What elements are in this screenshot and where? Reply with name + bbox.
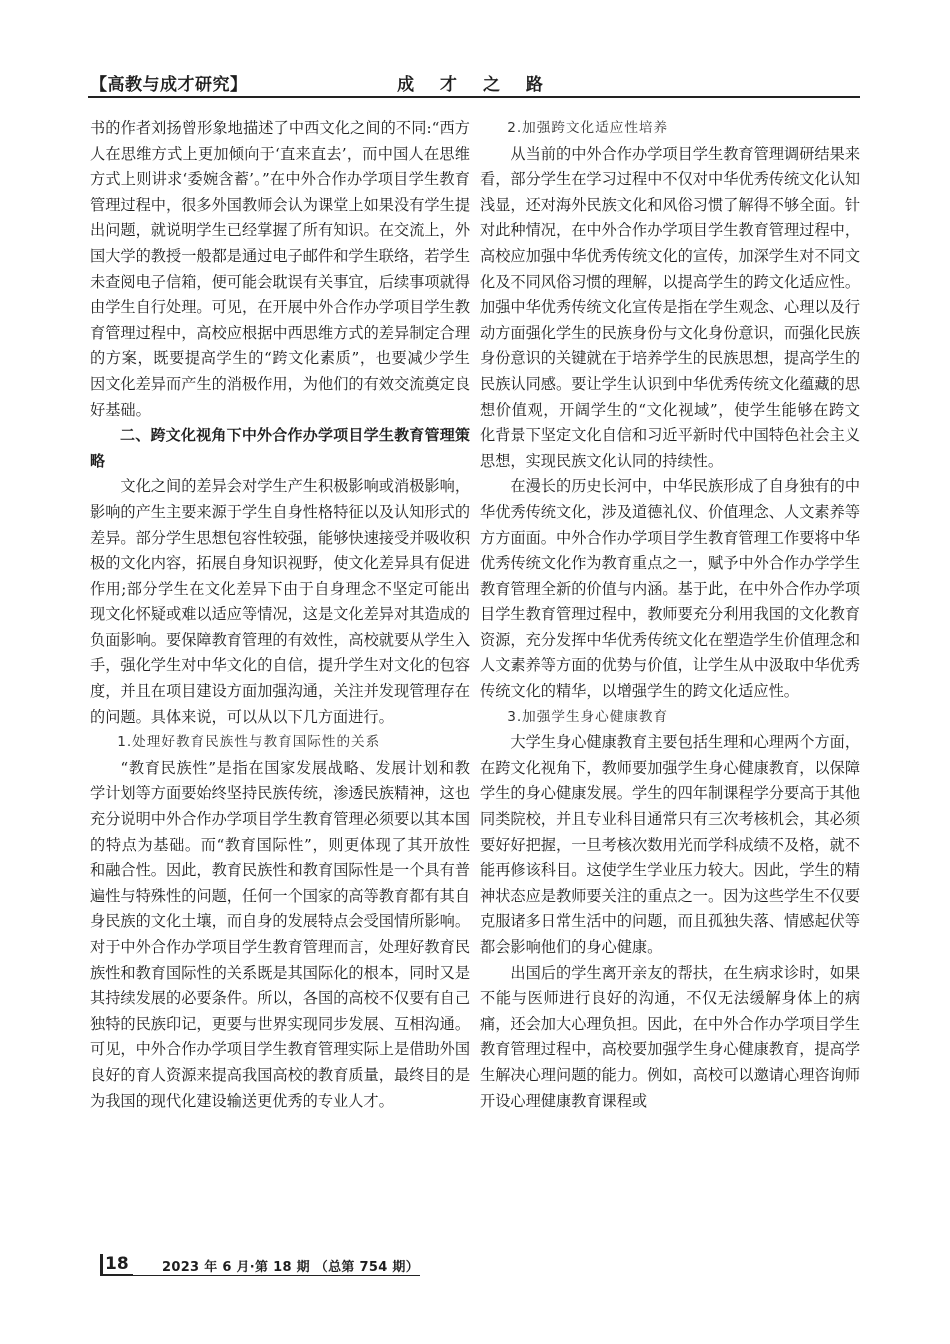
paragraph: 从当前的中外合作办学项目学生教育管理调研结果来看，部分学生在学习过程中不仅对中华优秀传统文化认知浅显，还对海外民族文化和风俗习惯了解得不够全面。针对此种情况，在中外合作办学项目学生教育管理过程中，高校应加强中华优秀传统文化的宣传，加深学生对不同文化及不同风俗习惯的理解，以提高学生的跨文化适应性。加强中华优秀传统文化宣传是指在学生观念、心理以及行动方面强化学生的民族身份与文化身份意识，而强化民族身份意识的关键就在于培养学生的民族思想，提高学生的民族认同感。要让学生认识到中华优秀传统文化蕴藏的思想价值观，开阔学生的“文化视域”，使学生能够在跨文化背景下坚定文化自信和习近平新时代中国特色社会主义思想，实现民族文化认同的持续性。 [480,144,860,470]
header-divider [88,96,860,98]
issue-info: 2023 年 6 月·第 18 期 （总第 754 期） [162,1260,419,1275]
paragraph: 文化之间的差异会对学生产生积极影响或消极影响，影响的产生主要来源于学生自身性格特征以及认知形式的差异。部分学生思想包容性较强，能够快速接受并吸收积极的文化内容，拓展自身知识视野，使文化差异具有促进作用;部分学生在文化差异下由于自身理念不坚定可能出现文化怀疑或难以适应等情况，这是文化差异对其造成的负面影响。要保障教育管理的有效性，高校就要从学生入手，强化学生对中华文化的自信，提升学生对文化的包容度，并且在项目建设方面加强沟通，关注并发现管理存在的问题。具体来说，可以从以下几方面进行。 [90,477,470,726]
paragraph: 大学生身心健康教育主要包括生理和心理两个方面，在跨文化视角下，教师要加强学生身心健康教育，以保障学生的身心健康发展。学生的四年制课程学分要高于其他同类院校，并且专业科目通常只有三次考核机会，其必须要好好把握，一旦考核次数用光而学科成绩不及格，就不能再修该科目。这使学生学业压力较大。因此，学生的精神状态应是教师要关注的重点之一。因为这些学生不仅要克服诸多日常生活中的问题，而且孤独失落、情感起伏等都会影响他们的身心健康。 [480,733,860,956]
subsection-heading: 1.处理好教育民族性与教育国际性的关系 [117,734,381,751]
left-column [90,116,470,1114]
paragraph: 书的作者刘扬曾形象地描述了中西文化之间的不同:“西方人在思维方式上更加倾向于‘直来直去’，而中国人在思维方式上则讲求‘委婉含蓄’。”在中外合作办学项目学生教育管理过程中，很多外国教师会认为课堂上如果没有学生提出问题，就说明学生已经掌握了所有知识。在交流上，外国大学的教授一般都是通过电子邮件和学生联络，若学生未查阅电子信箱，便可能会耽误有关事宜，后续事项就得由学生自行处理。可见，在开展中外合作办学项目学生教育管理过程中，高校应根据中西思维方式的差异制定合理的方案，既要提高学生的“跨文化素质”，也要减少学生因文化差异而产生的消极作用，为他们的有效交流奠定良好基础。 [90,119,470,419]
page-number: 18 [100,1254,133,1276]
page-footer [90,1252,450,1280]
subsection-heading: 3.加强学生身心健康教育 [507,708,669,725]
section-heading: 二、跨文化视角下中外合作办学项目学生教育管理策略 [90,426,470,470]
paragraph: “教育民族性”是指在国家发展战略、发展计划和教学计划等方面要始终坚持民族传统，渗透民族精神，这也充分说明中外合作办学项目学生教育管理必须要以其本国的特点为基础。而“教育国际性”，则更体现了其开放性和融合性。因此，教育民族性和教育国际性是一个具有普遍性与特殊性的问题，任何一个国家的高等教育都有其自身民族的文化土壤，而自身的发展特点会受国情所影响。对于中外合作办学项目学生教育管理而言，处理好教育民族性和教育国际性的关系既是其国际化的根本，同时又是其持续发展的必要条件。所以，各国的高校不仅要有自己独特的民族印记，更要与世界实现同步发展、互相沟通。可见，中外合作办学项目学生教育管理实际上是借助外国良好的育人资源来提高我国高校的教育质量，最终目的是为我国的现代化建设输送更优秀的专业人才。 [90,758,470,1110]
right-column [480,116,860,1114]
section-label: 【高教与成才研究】 [90,75,248,95]
subsection-heading: 2.加强跨文化适应性培养 [507,120,669,136]
footer-divider [100,1275,420,1276]
journal-title: 成 才 之 路 [397,75,553,95]
paragraph: 在漫长的历史长河中，中华民族形成了自身独有的中华优秀传统文化，涉及道德礼仪、价值理念、人文素养等方方面面。中外合作办学项目学生教育管理工作要将中华优秀传统文化作为教育重点之一，赋予中外合作办学学生教育管理全新的价值与内涵。基于此，在中外合作办学项目学生教育管理过程中，教师要充分利用我国的文化教育资源，充分发挥中华优秀传统文化在塑造学生价值理念和人文素养等方面的优势与价值，让学生从中汲取中华优秀传统文化的精华，以增强学生的跨文化适应性。 [480,477,860,701]
paragraph: 出国后的学生离开亲友的帮扶，在生病求诊时，如果不能与医师进行良好的沟通，不仅无法缓解身体上的病痛，还会加大心理负担。因此，在中外合作办学项目学生教育管理过程中，高校要加强学生身心健康教育，提高学生解决心理问题的能力。例如，高校可以邀请心理咨询师开设心理健康教育课程或 [480,963,860,1110]
